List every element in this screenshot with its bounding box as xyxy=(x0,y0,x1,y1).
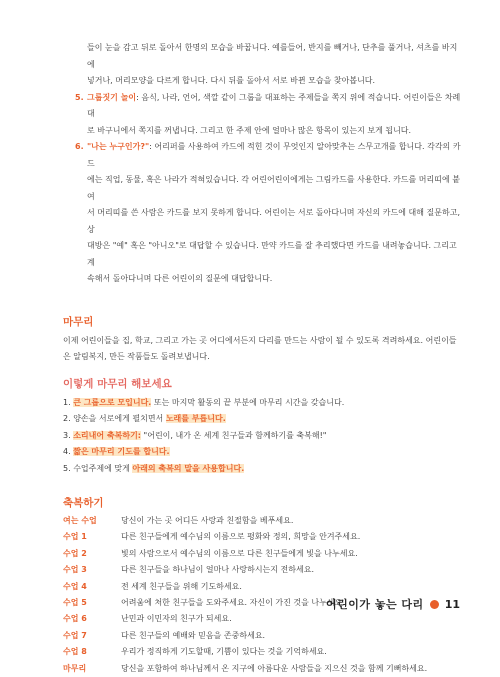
close-step-5 xyxy=(63,461,463,478)
activity-title: 그룹짓기 놀이 xyxy=(87,92,137,102)
blessing-row xyxy=(63,529,463,545)
blessing-row xyxy=(63,579,463,595)
blessing-label: 수업 5 xyxy=(63,598,87,608)
blessing-text: 다른 친구들에게 예수님의 이름으로 평화와 정의, 희망을 안겨주세요. xyxy=(121,532,361,542)
blessing-row xyxy=(63,562,463,578)
step-highlight: 노래를 부릅니다. xyxy=(165,414,226,423)
blessing-row xyxy=(63,644,463,660)
blessing-label: 여는 수업 xyxy=(63,516,97,525)
activity-intro-line: 넣거나, 머리모양을 다르게 합니다. 다시 뒤를 돌아서 서로 바뀐 모습을 찾아봅니다. xyxy=(87,76,376,85)
blessing-text: 빛의 사람으로서 예수님의 이름으로 다른 친구들에게 빛을 나누세요. xyxy=(121,548,358,558)
activity-text: : 음식, 나라, 언어, 색깔 같이 그룹을 대표하는 주제들을 쪽지 위에 적습니다. 어린이들은 차례대 xyxy=(87,92,461,118)
step-text: "어린이, 내가 온 세계 친구들과 함께하기를 축복해!" xyxy=(141,430,327,440)
step-number: 4. xyxy=(63,447,71,456)
blessing-label: 수업 3 xyxy=(63,565,87,575)
page-number: 11 xyxy=(444,597,460,611)
close-step-3 xyxy=(63,428,463,445)
activity-item-6 xyxy=(63,139,463,288)
blessing-label: 수업 7 xyxy=(63,630,87,640)
step-number: 2. xyxy=(63,414,71,423)
step-highlight: 소리내어 축복하기: xyxy=(73,430,141,440)
step-number: 1. xyxy=(63,397,71,407)
activity-text: 에는 직업, 동물, 혹은 나라가 적혀있습니다. 각 어린어린이에게는 그림카드를 사용한다. 카드를 머리띠에 붙여 xyxy=(87,175,460,201)
blessing-text: 다른 친구들의 예배와 믿음을 존중하세요. xyxy=(121,630,266,640)
blessing-text: 난민과 이민자의 친구가 되세요. xyxy=(121,614,232,624)
item-number: 5. xyxy=(75,92,84,102)
how-to-close-title: 이렇게 마무리 해보세요 xyxy=(63,377,172,390)
blessing-label: 수업 1 xyxy=(63,532,87,542)
blessing-row xyxy=(63,628,463,644)
step-number: 3. xyxy=(63,430,71,440)
activity-title: "나는 누구인가?" xyxy=(87,142,150,151)
blessing-row xyxy=(63,661,463,677)
step-text: 수업주제에 맞게 xyxy=(73,463,133,473)
closing-text-line: 은 알림복지, 만든 작품들도 돌려보냅니다. xyxy=(63,352,210,361)
blessing-label: 수업 8 xyxy=(63,647,87,657)
blessing-row xyxy=(63,611,463,627)
blessing-row xyxy=(63,513,463,529)
activity-text: 대방은 "예" 혹은 "아니오"로 대답할 수 있습니다. 만약 카드를 잘 추리했다면 카드를 내려놓습니다. 그리고 계 xyxy=(87,241,457,267)
activity-text: 로 바구니에서 쪽지를 꺼냅니다. 그리고 한 주제 안에 얼마나 많은 항목이 있는지 보게 됩니다. xyxy=(87,125,412,135)
step-highlight: 큰 그룹으로 모입니다. xyxy=(73,397,152,407)
book-title: 어린이가 놓는 다리 xyxy=(326,598,424,611)
close-step-1 xyxy=(63,395,463,412)
step-number: 5. xyxy=(63,463,71,473)
step-text: 양손을 서로에게 펼치면서 xyxy=(73,414,166,423)
close-step-2 xyxy=(63,411,463,428)
blessing-row xyxy=(63,546,463,562)
blessing-label: 수업 6 xyxy=(63,614,87,624)
blessing-text: 우리가 정직하게 기도할때, 기쁨이 있다는 것을 기억하세요. xyxy=(121,647,327,657)
blessing-label: 수업 4 xyxy=(63,581,87,591)
blessing-label: 마무리 xyxy=(63,663,87,673)
blessing-text: 당신이 가는 곳 어디든 사랑과 친절함을 베푸세요. xyxy=(121,516,294,525)
closing-title: 마무리 xyxy=(63,315,94,328)
step-highlight: 아래의 축복의 말을 사용합니다. xyxy=(132,463,245,473)
blessing-text: 다른 친구들을 하나님이 얼마나 사랑하시는지 전하세요. xyxy=(121,565,314,575)
activity-item-5 xyxy=(63,90,463,140)
blessings-title: 축복하기 xyxy=(63,497,104,509)
close-step-4 xyxy=(63,444,463,461)
activity-text: 속해서 돌아다니며 다른 어린이의 질문에 대답합니다. xyxy=(87,274,273,283)
blessing-text: 당신을 포함하여 하나님께서 온 지구에 아름다운 사람들을 지으신 것을 함께 기뻐하세요. xyxy=(121,663,428,673)
blessing-text: 전 세계 친구들을 위해 기도하세요. xyxy=(121,581,242,591)
item-number: 6. xyxy=(75,142,84,151)
blessing-label: 수업 2 xyxy=(63,548,87,558)
page-footer xyxy=(326,596,460,612)
page-content xyxy=(63,40,463,677)
step-highlight: 짧은 마무리 기도를 합니다. xyxy=(73,447,170,456)
activity-text: : 어리퍼를 사용하여 카드에 적힌 것이 무엇인지 알아맞추는 스무고개를 합니다. 각각의 카드 xyxy=(87,142,461,168)
activity-text: 서 머리띠를 쓴 사람은 카드를 보지 못하게 합니다. 어린이는 서로 돌아다니며 자신의 카드에 대해 질문하고, 상 xyxy=(87,208,460,234)
blessings-list xyxy=(63,513,463,677)
activity-intro-line: 들이 눈을 감고 뒤로 돌아서 한명의 모습을 바꿉니다. 예를들어, 반지를 빼거나, 단추를 풀거나, 셔츠를 바지에 xyxy=(87,43,458,69)
blessing-text: 어려움에 처한 친구들을 도와주세요. 자신이 가진 것을 나누세요. xyxy=(121,598,345,608)
closing-text-line: 이제 어린이들을 집, 학교, 그리고 가는 곳 어디에서든지 다리를 만드는 사람이 될 수 있도록 격려하세요. 어린이들 xyxy=(63,335,457,345)
footer-dot-icon xyxy=(430,600,439,609)
step-text: 또는 마지막 활동의 끝 부분에 마무리 시간을 갖습니다. xyxy=(151,397,345,407)
